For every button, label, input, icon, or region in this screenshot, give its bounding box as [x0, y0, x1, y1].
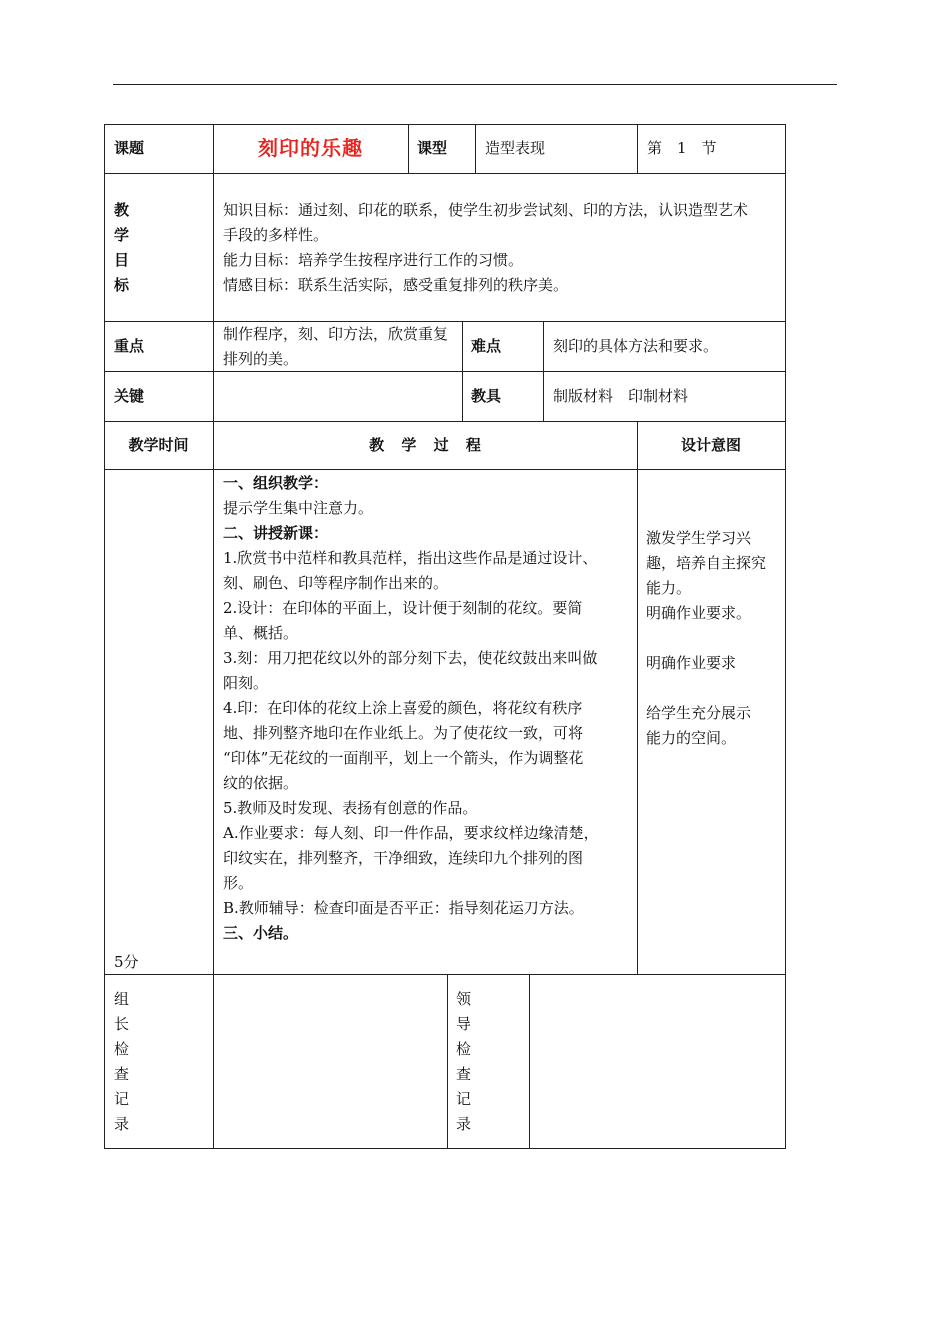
keypoint-label: 重点: [114, 336, 145, 355]
intent-line: 给学生充分展示: [646, 704, 752, 722]
tools-label: 教具: [471, 386, 502, 405]
process-line: 形。: [223, 874, 254, 892]
lesson-title: 刻印的乐趣: [258, 136, 363, 160]
intent-header: 设计意图: [680, 435, 741, 454]
process-body: [223, 471, 633, 946]
process-line: “印体”无花纹的一面削平，划上一个箭头，作为调整花: [223, 749, 584, 767]
process-line: 1.欣赏书中范样和教具范样，指出这些作品是通过设计、: [223, 549, 598, 567]
process-line: 4.印：在印体的花纹上涂上喜爱的颜色，将花纹有秩序: [223, 699, 583, 717]
director-check-label: 领 导 检 查 记 录: [456, 990, 472, 1133]
type-label: 课型: [417, 139, 448, 157]
difficulty-label: 难点: [471, 336, 502, 355]
lesson-type: 造型表现: [485, 139, 546, 157]
objectives-text: 知识目标：通过刻、印花的联系，使学生初步尝试刻、印的方法，认识造型艺术 手段的多样性。 能力目标：培养学生按程序进行工作的习惯。 情感目标：联系生活实际，感受重复排列的秩序美。: [223, 201, 749, 294]
process-line: 5.教师及时发现、表扬有创意的作品。: [223, 799, 478, 817]
intent-line: 明确作业要求。: [646, 604, 752, 622]
intent-line: [646, 676, 781, 701]
intent-line: 能力。: [646, 579, 692, 597]
difficulty-text: 刻印的具体方法和要求。: [553, 336, 719, 355]
key-label: 关键: [114, 386, 145, 405]
process-line: 提示学生集中注意力。: [223, 499, 374, 517]
intent-line: 明确作业要求: [646, 654, 737, 672]
keypoint-text: 制作程序，刻、印方法，欣赏重复 排列的美。: [223, 325, 449, 368]
process-section-heading: 三、小结。: [223, 924, 299, 942]
intent-line: 激发学生学习兴: [646, 529, 752, 547]
time-value: 5分: [114, 953, 139, 971]
intent-line: 能力的空间。: [646, 729, 737, 747]
process-line: 单、概括。: [223, 624, 299, 642]
topic-label: 课题: [114, 139, 145, 157]
intent-body: [646, 526, 781, 751]
process-header: 教 学 过 程: [369, 435, 481, 454]
process-line: 刻、刷色、印等程序制作出来的。: [223, 574, 449, 592]
time-header: 教学时间: [128, 435, 189, 454]
process-line: 纹的依据。: [223, 774, 299, 792]
process-line: 阳刻。: [223, 674, 269, 692]
key-value: [223, 371, 460, 421]
process-line: B.教师辅导：检查印面是否平正：指导刻花运刀方法。: [223, 899, 584, 917]
objectives-label: 教 学 目 标: [114, 201, 130, 294]
process-line: 地、排列整齐地印在作业纸上。为了使花纹一致，可将: [223, 724, 584, 742]
process-section-heading: 二、讲授新课：: [223, 524, 329, 542]
tools-text: 制版材料 印制材料: [553, 386, 689, 405]
header-rule: [113, 84, 837, 85]
process-section-heading: 一、组织教学：: [223, 474, 329, 492]
intent-line: [646, 626, 781, 651]
intent-line: 趣，培养自主探究: [646, 554, 767, 572]
process-line: A.作业要求：每人刻、印一件作品，要求纹样边缘清楚，: [223, 824, 599, 842]
process-line: 2.设计：在印体的平面上，设计便于刻制的花纹。要简: [223, 599, 583, 617]
process-line: 3.刻：用刀把花纹以外的部分刻下去，使花纹鼓出来叫做: [223, 649, 598, 667]
process-line: 印纹实在，排列整齐，干净细致，连续印九个排列的图: [223, 849, 584, 867]
leader-check-label: 组 长 检 查 记 录: [114, 990, 130, 1133]
lesson-number: 第 1 节: [647, 139, 717, 157]
